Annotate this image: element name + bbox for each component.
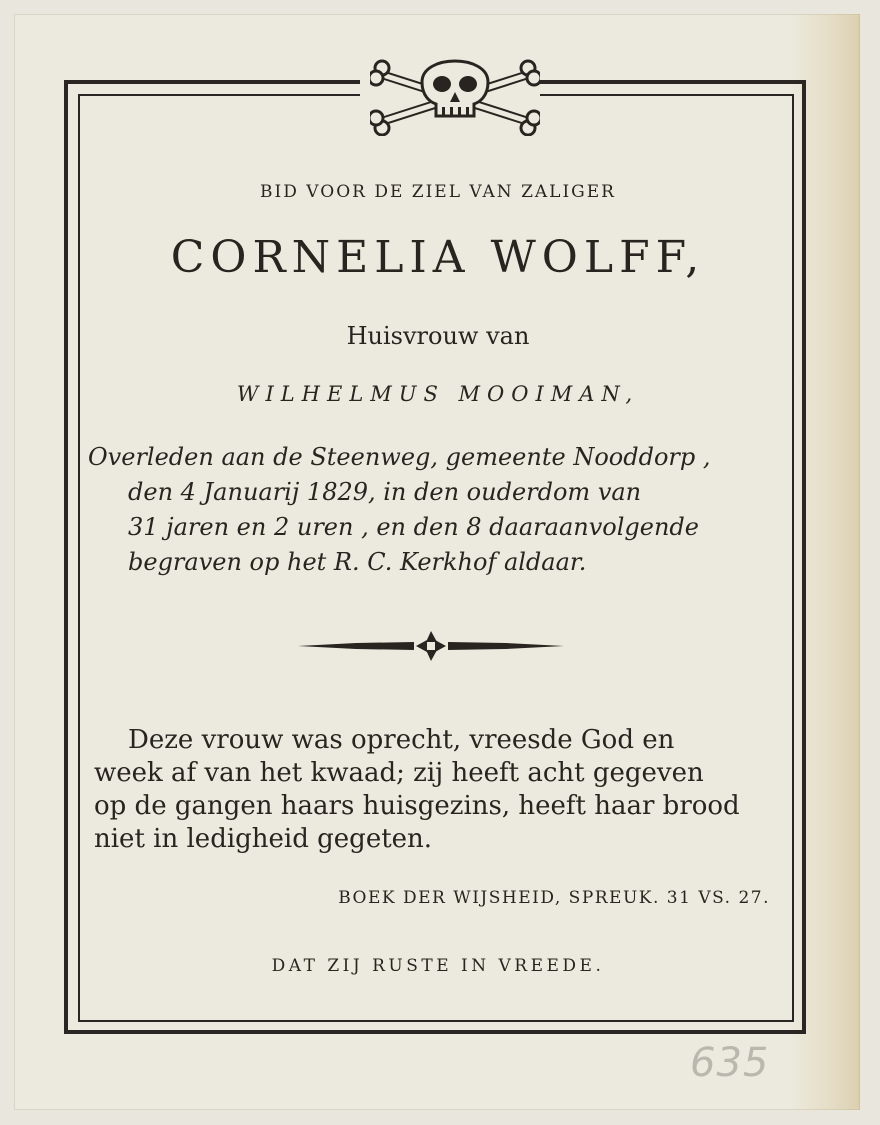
deceased-name: CORNELIA WOLFF, bbox=[170, 232, 706, 283]
closing-prayer: DAT ZIJ RUSTE IN VREEDE. bbox=[271, 956, 605, 976]
scripture-source: BOEK DER WIJSHEID, SPREUK. 31 VS. 27. bbox=[338, 888, 770, 908]
pencil-inventory-number: 635 bbox=[690, 1040, 770, 1086]
verse-line: niet in ledigheid gegeten. bbox=[94, 824, 433, 854]
death-line: 31 jaren en 2 uren , en den 8 daaraanvolgende bbox=[128, 513, 699, 541]
verse-line: Deze vrouw was oprecht, vreesde God en bbox=[128, 725, 675, 755]
prayer-heading: BID VOOR DE ZIEL VAN ZALIGER bbox=[260, 182, 616, 202]
death-notice bbox=[88, 440, 788, 580]
relation-label: Huisvrouw van bbox=[346, 322, 530, 350]
death-line: begraven op het R. C. Kerkhof aldaar. bbox=[128, 548, 587, 576]
scripture-verse bbox=[94, 724, 776, 856]
skull-and-crossbones-icon bbox=[370, 44, 540, 136]
verse-line: week af van het kwaad; zij heeft acht gegeven bbox=[94, 758, 704, 788]
death-line: den 4 Januarij 1829, in den ouderdom van bbox=[128, 478, 642, 506]
husband-name: WILHELMUS MOOIMAN, bbox=[236, 382, 640, 406]
cross-ornament-icon bbox=[296, 628, 566, 664]
verse-line: op de gangen haars huisgezins, heeft haar brood bbox=[94, 791, 740, 821]
death-line: Overleden aan de Steenweg, gemeente Nooddorp , bbox=[88, 443, 711, 471]
